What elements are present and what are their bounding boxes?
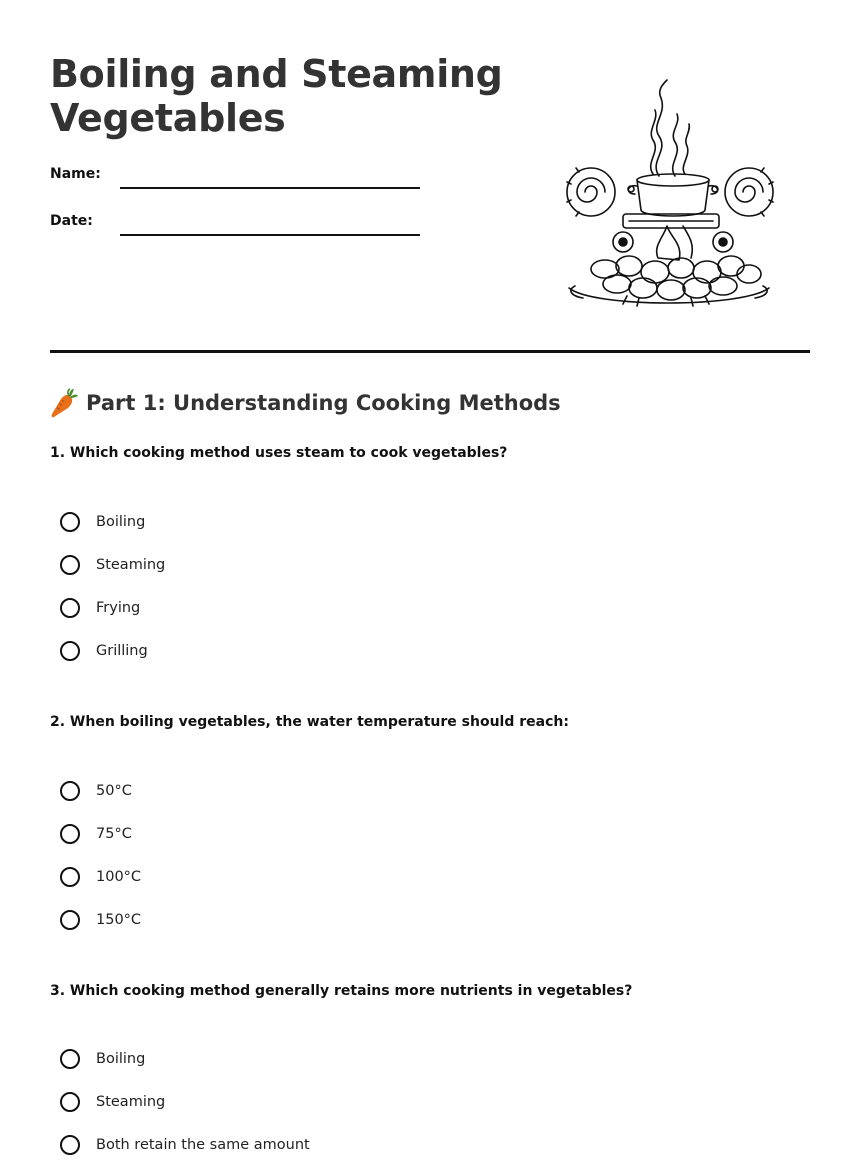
radio-button[interactable]	[60, 1092, 80, 1112]
option-label: 100°C	[96, 869, 142, 885]
radio-button[interactable]	[60, 641, 80, 661]
radio-button[interactable]	[60, 910, 80, 930]
name-field[interactable]	[120, 187, 420, 189]
option-label: 150°C	[96, 912, 142, 928]
question-1: 1. Which cooking method uses steam to cook vegetables?	[50, 445, 508, 461]
radio-button[interactable]	[60, 555, 80, 575]
option-label: Boiling	[96, 1051, 146, 1067]
q1-option-steaming[interactable]	[60, 552, 165, 578]
option-label: 75°C	[96, 826, 132, 842]
option-label: Steaming	[96, 557, 166, 573]
option-label: Grilling	[96, 643, 148, 659]
part1-heading-text: Part 1: Understanding Cooking Methods	[86, 391, 561, 415]
radio-button[interactable]	[60, 1049, 80, 1069]
carrot-icon	[50, 388, 78, 418]
q1-option-frying[interactable]	[60, 595, 140, 621]
cooking-pot-over-fire-icon	[563, 76, 775, 312]
radio-button[interactable]	[60, 867, 80, 887]
q3-option-both-same[interactable]	[60, 1132, 310, 1158]
option-label: Both retain the same amount	[96, 1137, 310, 1153]
option-label: Frying	[96, 600, 141, 616]
q2-option-50c[interactable]	[60, 778, 132, 804]
option-label: 50°C	[96, 783, 132, 799]
part1-heading	[50, 388, 561, 418]
q1-option-grilling[interactable]	[60, 638, 148, 664]
q3-option-steaming[interactable]	[60, 1089, 165, 1115]
date-field[interactable]	[120, 234, 420, 236]
name-label: Name:	[50, 166, 101, 182]
q3-option-boiling[interactable]	[60, 1046, 145, 1072]
radio-button[interactable]	[60, 512, 80, 532]
option-label: Boiling	[96, 514, 146, 530]
date-label: Date:	[50, 213, 93, 229]
q2-option-100c[interactable]	[60, 864, 141, 890]
option-label: Steaming	[96, 1094, 166, 1110]
q2-option-75c[interactable]	[60, 821, 132, 847]
q2-option-150c[interactable]	[60, 907, 141, 933]
radio-button[interactable]	[60, 824, 80, 844]
radio-button[interactable]	[60, 781, 80, 801]
radio-button[interactable]	[60, 598, 80, 618]
radio-button[interactable]	[60, 1135, 80, 1155]
question-2: 2. When boiling vegetables, the water temperature should reach:	[50, 714, 569, 730]
section-divider	[50, 350, 810, 353]
worksheet-title: Boiling and Steaming Vegetables	[50, 52, 503, 140]
q1-option-boiling[interactable]	[60, 509, 145, 535]
question-3: 3. Which cooking method generally retains more nutrients in vegetables?	[50, 983, 633, 999]
